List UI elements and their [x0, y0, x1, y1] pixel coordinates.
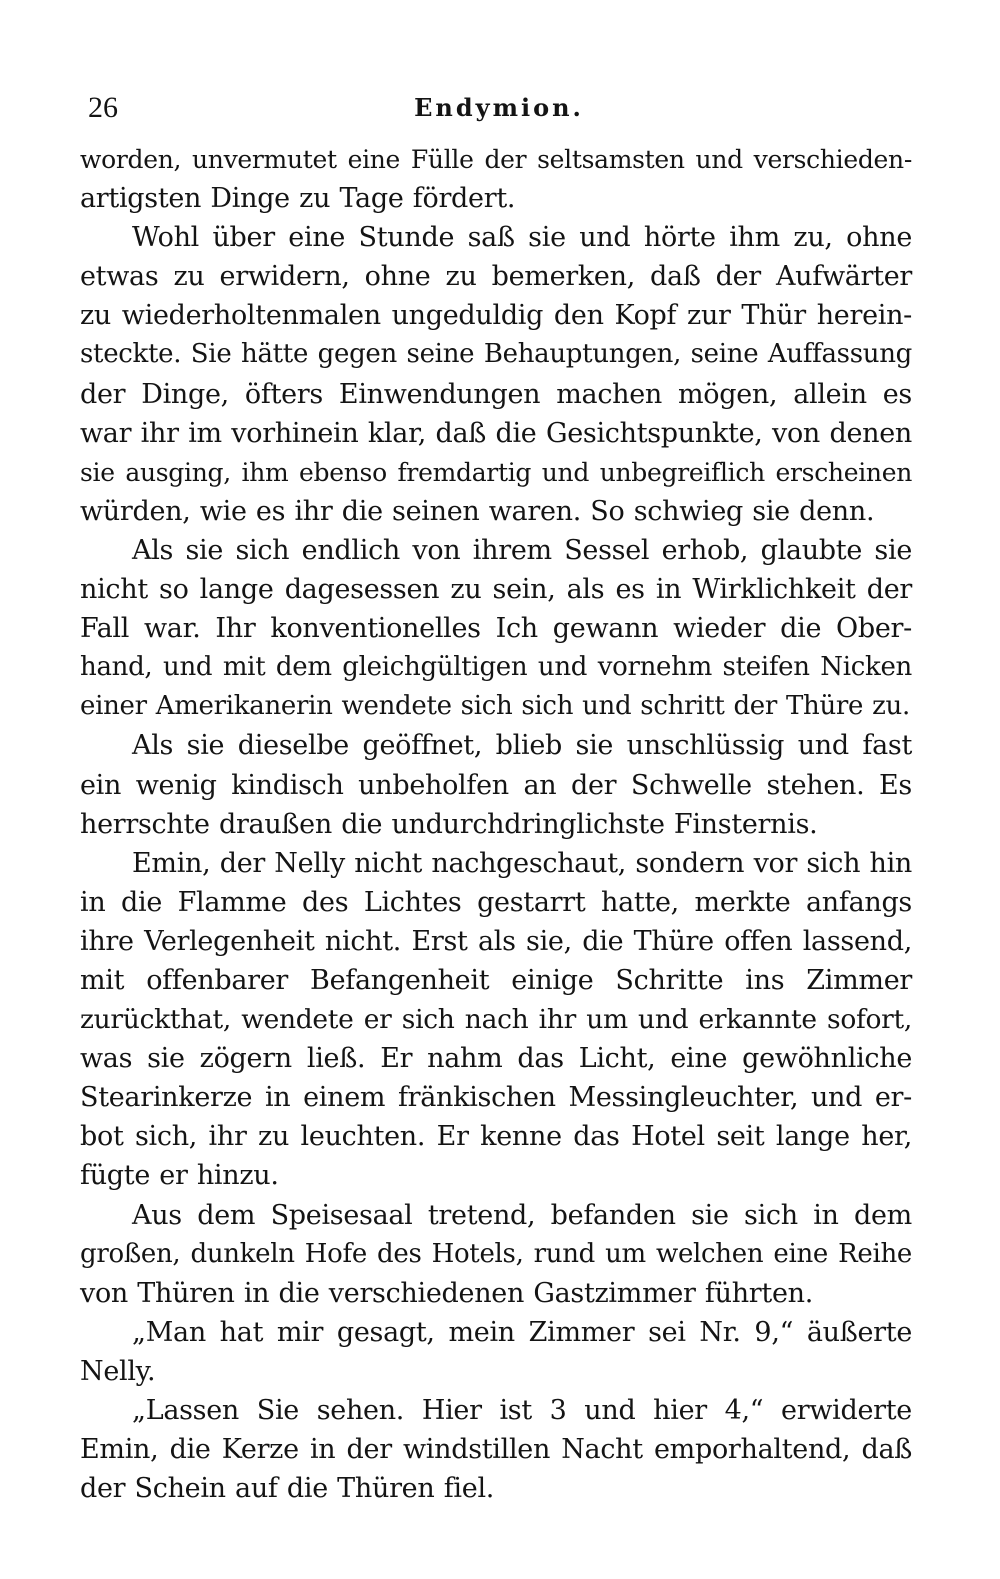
text-line: nicht so lange dagesessen zu sein, als es in Wirklichkeit der	[80, 574, 912, 606]
body-text	[80, 140, 912, 1508]
text-line: Fall war. Ihr konventionelles Ich gewann wieder die Ober-	[80, 613, 912, 645]
text-line: worden, unvermutet eine Fülle der seltsamsten und verschieden-	[80, 145, 912, 174]
text-line: in die Flamme des Lichtes gestarrt hatte, merkte anfangs	[80, 886, 912, 918]
text-line: etwas zu erwidern, ohne zu bemerken, daß der Aufwärter	[80, 261, 912, 293]
text-line: war ihr im vorhinein klar, daß die Gesichtspunkte, von denen	[80, 417, 912, 449]
text-line: „Man hat mir gesagt, mein Zimmer sei Nr. 9,“ äußerte	[132, 1316, 912, 1348]
text-line: von Thüren in die verschiedenen Gastzimmer führten.	[80, 1277, 814, 1309]
text-line: fügte er hinzu.	[80, 1160, 279, 1192]
text-line: ihre Verlegenheit nicht. Erst als sie, die Thüre offen lassend,	[80, 925, 912, 957]
text-line: großen, dunkeln Hofe des Hotels, rund um welchen eine Reihe	[80, 1238, 912, 1269]
text-line: der Schein auf die Thüren fiel.	[80, 1473, 495, 1505]
text-line: Nelly.	[80, 1355, 156, 1387]
text-line: steckte. Sie hätte gegen seine Behauptungen, seine Auffassung	[80, 339, 912, 370]
page-number: 26	[88, 91, 118, 124]
text-line: bot sich, ihr zu leuchten. Er kenne das Hotel seit lange her,	[80, 1121, 912, 1153]
text-line: Emin, der Nelly nicht nachgeschaut, sondern vor sich hin	[132, 847, 912, 879]
text-line: Als sie dieselbe geöffnet, blieb sie unschlüssig und fast	[132, 730, 912, 762]
text-line: „Lassen Sie sehen. Hier ist 3 und hier 4,“ erwiderte	[132, 1395, 912, 1426]
text-line: herrschte draußen die undurchdringlichste Finsternis.	[80, 808, 818, 840]
text-line: der Dinge, öfters Einwendungen machen mögen, allein es	[80, 378, 912, 410]
text-line: sie ausging, ihm ebenso fremdartig und unbegreiflich erscheinen	[80, 457, 912, 487]
text-line: Stearinkerze in einem fränkischen Messingleuchter, und er-	[80, 1082, 912, 1114]
running-title: Endymion.	[414, 93, 584, 122]
text-line: zu wiederholtenmalen ungeduldig den Kopf zur Thür herein-	[80, 300, 912, 332]
text-line: zurückthat, wendete er sich nach ihr um und erkannte sofort,	[80, 1004, 912, 1036]
text-line: würden, wie es ihr die seinen waren. So schwieg sie denn.	[80, 495, 875, 527]
text-line: ein wenig kindisch unbeholfen an der Schwelle stehen. Es	[80, 769, 912, 801]
running-head	[88, 88, 910, 128]
text-line: einer Amerikanerin wendete sich sich und schritt der Thüre zu.	[80, 691, 910, 722]
text-line: was sie zögern ließ. Er nahm das Licht, eine gewöhnliche	[80, 1043, 912, 1075]
text-line: Emin, die Kerze in der windstillen Nacht emporhaltend, daß	[80, 1434, 912, 1466]
text-line: Als sie sich endlich von ihrem Sessel erhob, glaubte sie	[132, 534, 912, 566]
text-line: Aus dem Speisesaal tretend, befanden sie sich in dem	[132, 1199, 912, 1231]
text-line: artigsten Dinge zu Tage fördert.	[80, 183, 516, 215]
text-line: mit offenbarer Befangenheit einige Schritte ins Zimmer	[80, 964, 912, 996]
text-line: hand, und mit dem gleichgültigen und vornehm steifen Nicken	[80, 652, 912, 683]
text-line: Wohl über eine Stunde saß sie und hörte ihm zu, ohne	[132, 222, 912, 254]
